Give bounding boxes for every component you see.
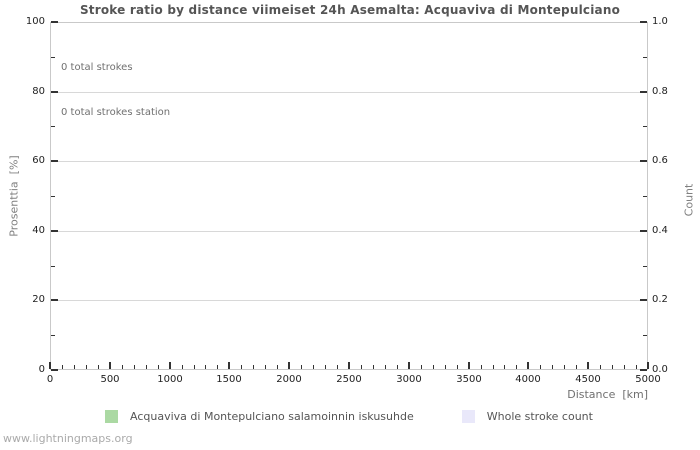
y-left-minor-tick [51, 335, 55, 336]
x-axis-title: Distance [km] [567, 388, 648, 401]
gridline [51, 231, 647, 232]
y-right-tick-label: 0.6 [652, 155, 668, 166]
x-minor-tick [74, 365, 75, 369]
x-tick [647, 362, 649, 369]
x-tick [348, 362, 350, 369]
x-tick-label: 0 [46, 374, 54, 385]
x-tick [408, 362, 410, 369]
y-left-tick [51, 299, 58, 301]
x-tick-label: 3000 [396, 374, 422, 385]
y-right-tick-label: 0.8 [652, 86, 668, 97]
x-tick-label: 500 [100, 374, 120, 385]
x-tick [527, 362, 529, 369]
x-minor-tick [158, 365, 159, 369]
chart-title: Stroke ratio by distance viimeiset 24h Asemalta: Acquaviva di Montepulciano [79, 3, 621, 17]
x-minor-tick [277, 365, 278, 369]
x-minor-tick [217, 365, 218, 369]
total-strokes-annotation [61, 30, 170, 150]
x-tick-label: 2000 [276, 374, 302, 385]
x-tick-label: 1500 [216, 374, 242, 385]
y-right-tick-label: 0.0 [652, 364, 668, 375]
y-right-tick [640, 299, 647, 301]
x-minor-tick [62, 365, 63, 369]
x-minor-tick [636, 365, 637, 369]
x-minor-tick [265, 365, 266, 369]
x-minor-tick [504, 365, 505, 369]
watermark-url: www.lightningmaps.org [3, 432, 133, 445]
y-right-minor-tick [643, 196, 647, 197]
x-minor-tick [433, 365, 434, 369]
x-minor-tick [397, 365, 398, 369]
y-left-tick-label: 40 [32, 225, 45, 236]
y-left-tick [51, 21, 58, 23]
gridline [51, 161, 647, 162]
x-tick [109, 362, 111, 369]
y-left-tick [51, 91, 58, 93]
y-right-tick-label: 0.4 [652, 225, 668, 236]
total-strokes-station-line: 0 total strokes station [61, 107, 171, 118]
x-minor-tick [241, 365, 242, 369]
gridline [51, 300, 647, 301]
x-tick-label: 1000 [157, 374, 183, 385]
legend-swatch-ratio [105, 410, 118, 423]
y-axis-right-title: Count [682, 183, 696, 217]
x-minor-tick [98, 365, 99, 369]
y-left-tick [51, 160, 58, 162]
x-minor-tick [325, 365, 326, 369]
x-minor-tick [134, 365, 135, 369]
y-right-tick-label: 1.0 [652, 16, 668, 27]
x-minor-tick [457, 365, 458, 369]
x-minor-tick [146, 365, 147, 369]
x-tick-label: 3500 [456, 374, 482, 385]
legend-label-ratio: Acquaviva di Montepulciano salamoinnin iskusuhde [130, 410, 414, 423]
y-right-tick [640, 91, 647, 93]
x-minor-tick [540, 365, 541, 369]
x-tick-label: 2500 [336, 374, 362, 385]
x-minor-tick [481, 365, 482, 369]
x-minor-tick [361, 365, 362, 369]
plot-area [50, 22, 648, 370]
x-tick [468, 362, 470, 369]
y-right-tick [640, 21, 647, 23]
legend-label-count: Whole stroke count [486, 410, 593, 423]
x-minor-tick [516, 365, 517, 369]
x-minor-tick [445, 365, 446, 369]
y-right-tick-label: 0.2 [652, 294, 668, 305]
x-minor-tick [600, 365, 601, 369]
x-minor-tick [564, 365, 565, 369]
x-minor-tick [313, 365, 314, 369]
x-minor-tick [624, 365, 625, 369]
x-tick-label: 4500 [575, 374, 601, 385]
legend-item-count [462, 410, 593, 423]
y-left-tick-label: 80 [32, 86, 45, 97]
y-right-minor-tick [643, 57, 647, 58]
legend-item-ratio [105, 410, 414, 423]
x-minor-tick [576, 365, 577, 369]
y-left-minor-tick [51, 266, 55, 267]
y-right-minor-tick [643, 335, 647, 336]
y-right-tick [640, 230, 647, 232]
x-minor-tick [421, 365, 422, 369]
y-left-tick-label: 20 [32, 294, 45, 305]
x-tick [228, 362, 230, 369]
y-left-tick [51, 369, 58, 371]
legend [50, 410, 648, 423]
y-right-minor-tick [643, 126, 647, 127]
x-minor-tick [122, 365, 123, 369]
x-minor-tick [205, 365, 206, 369]
x-tick [169, 362, 171, 369]
y-left-minor-tick [51, 126, 55, 127]
y-axis-left-title: Prosenttia [%] [7, 155, 21, 237]
y-left-tick-label: 0 [38, 364, 45, 375]
gridline [51, 92, 647, 93]
x-tick [49, 362, 51, 369]
x-minor-tick [373, 365, 374, 369]
y-left-minor-tick [51, 57, 55, 58]
y-right-tick [640, 160, 647, 162]
x-tick [288, 362, 290, 369]
total-strokes-line: 0 total strokes [61, 62, 133, 73]
y-right-minor-tick [643, 266, 647, 267]
x-minor-tick [612, 365, 613, 369]
x-tick-label: 5000 [635, 374, 661, 385]
legend-swatch-count [462, 410, 475, 423]
y-left-minor-tick [51, 196, 55, 197]
x-minor-tick [182, 365, 183, 369]
y-left-tick-label: 100 [25, 16, 45, 27]
x-minor-tick [552, 365, 553, 369]
x-tick [587, 362, 589, 369]
y-right-tick [640, 369, 647, 371]
x-minor-tick [385, 365, 386, 369]
x-minor-tick [337, 365, 338, 369]
y-left-tick-label: 60 [32, 155, 45, 166]
y-left-tick [51, 230, 58, 232]
x-minor-tick [301, 365, 302, 369]
x-minor-tick [493, 365, 494, 369]
x-minor-tick [86, 365, 87, 369]
x-minor-tick [194, 365, 195, 369]
x-minor-tick [253, 365, 254, 369]
x-tick-label: 4000 [515, 374, 541, 385]
